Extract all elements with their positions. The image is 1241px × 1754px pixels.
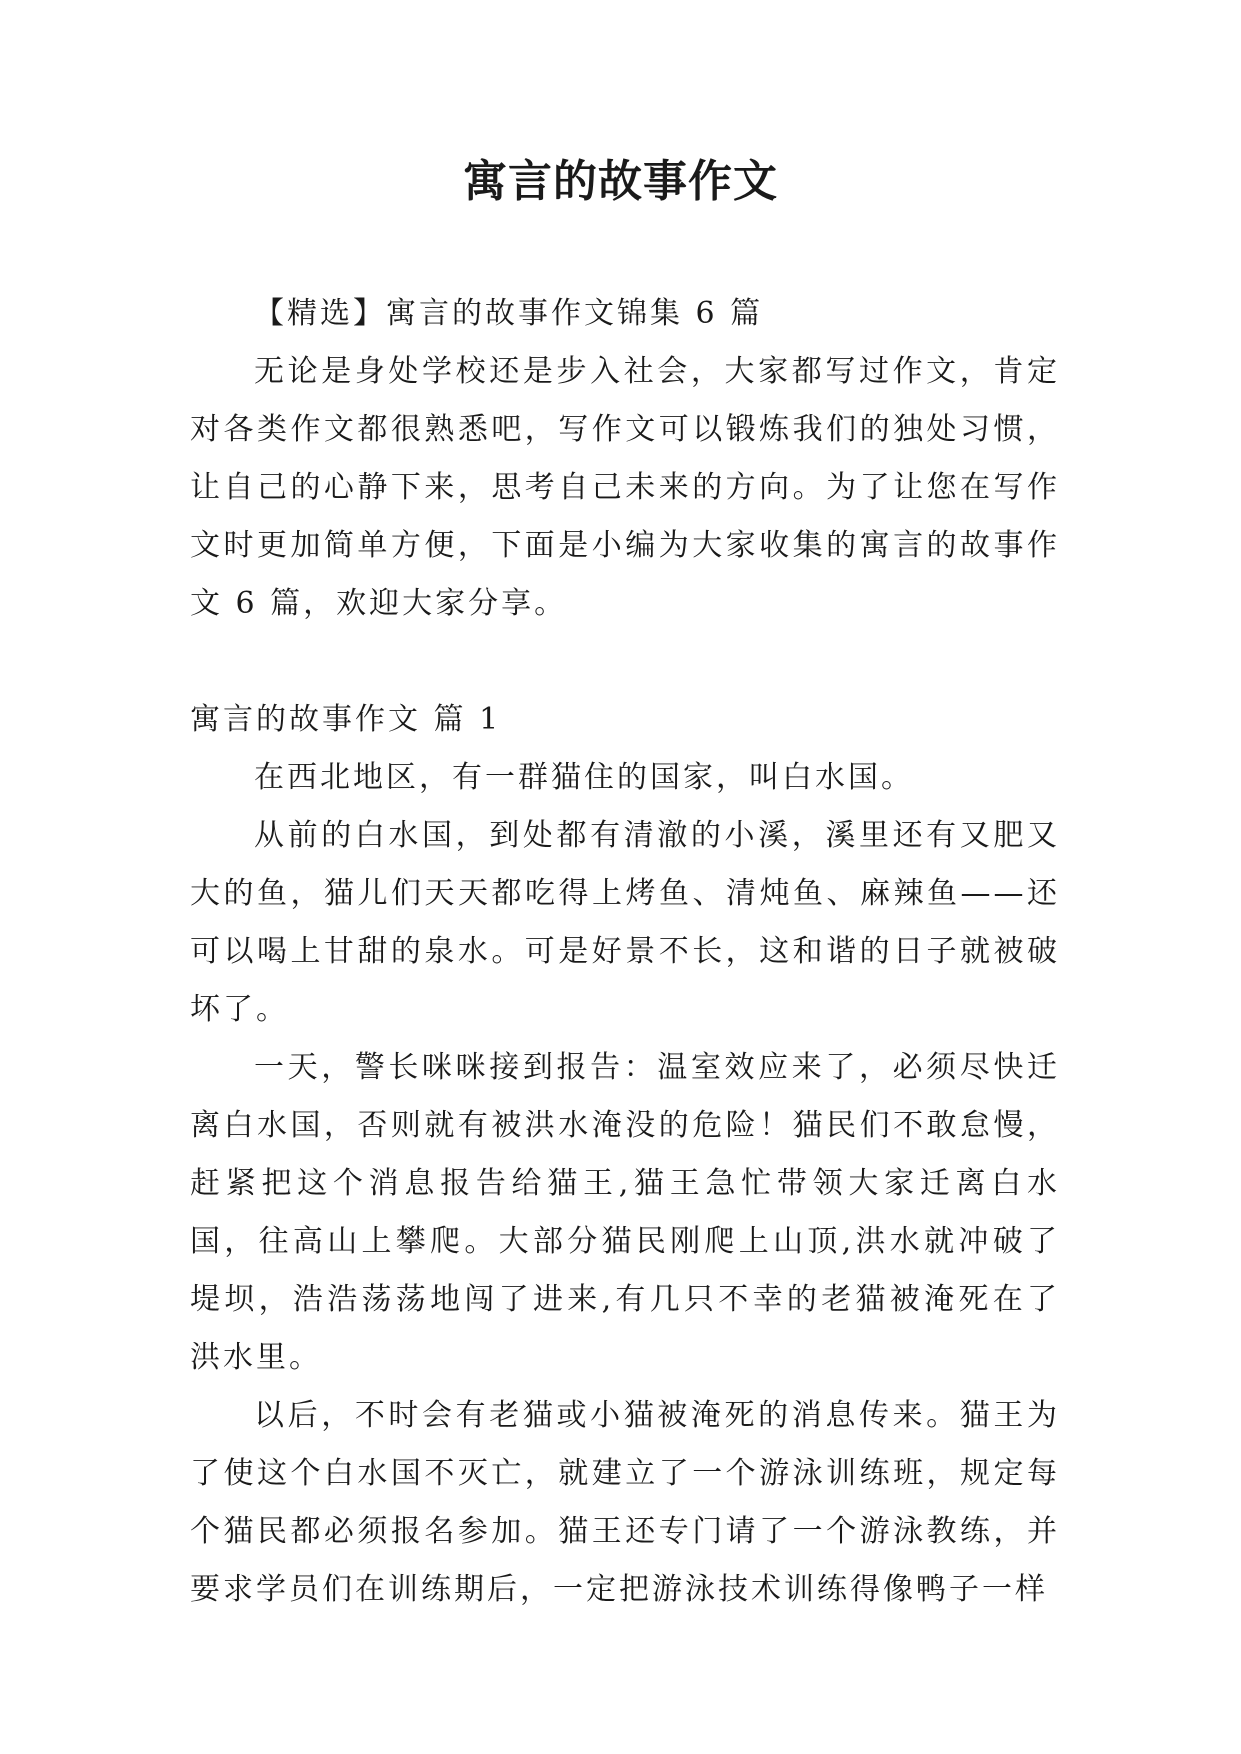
page-title: 寓言的故事作文	[463, 156, 778, 207]
intro-subtitle: 【精选】寓言的故事作文锦集 6 篇	[254, 296, 764, 331]
section-paragraph: 以后，不时会有老猫或小猫被淹死的消息传来。猫王为了使这个白水国不灭亡，就建立了一个游泳训练班，规定每个猫民都必须报名参加。猫王还专门请了一个游泳教练，并要求学员们在训练期后，一定把游泳技术训练得像鸭子一样	[190, 1398, 1060, 1607]
section-heading: 寓言的故事作文 篇 1	[190, 702, 502, 737]
section-paragraph: 一天，警长咪咪接到报告：温室效应来了，必须尽快迁离白水国，否则就有被洪水淹没的危险！猫民们不敢怠慢，赶紧把这个消息报告给猫王,猫王急忙带领大家迁离白水国，往高山上攀爬。大部分猫民刚爬上山顶,洪水就冲破了堤坝，浩浩荡荡地闯了进来,有几只不幸的老猫被淹死在了洪水里。	[190, 1050, 1060, 1375]
intro-paragraph: 无论是身处学校还是步入社会，大家都写过作文，肯定对各类作文都很熟悉吧，写作文可以锻炼我们的独处习惯，让自己的心静下来，思考自己未来的方向。为了让您在写作文时更加简单方便，下面是小编为大家收集的寓言的故事作文 6 篇，欢迎大家分享。	[190, 354, 1060, 621]
document-body	[190, 285, 1060, 1619]
section-paragraph: 在西北地区，有一群猫住的国家，叫白水国。	[254, 760, 914, 795]
section-paragraph: 从前的白水国，到处都有清澈的小溪，溪里还有又肥又大的鱼，猫儿们天天都吃得上烤鱼、清炖鱼、麻辣鱼——还可以喝上甘甜的泉水。可是好景不长，这和谐的日子就被破坏了。	[190, 818, 1060, 1027]
